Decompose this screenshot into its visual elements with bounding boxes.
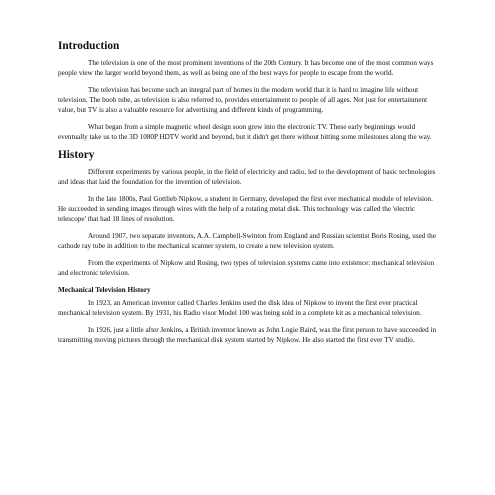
paragraph: In 1923, an American inventor called Charles Jenkins used the disk idea of Nipkow to invent the first ever practical mechanical television system. By 1931, his Radio visor Model 100 was being sold in a complete kit as a mechanical television. [58,299,422,317]
paragraph: In the late 1800s, Paul Gottlieb Nipkow, a student in Germany, developed the first ever mechanical module of television. He succeeded in sending images through wires with the help of a rotating metal disk. This technology was called the 'electric telescope' that had 18 lines of resolution. [58,195,433,223]
subsection-heading-mechanical-television-history: Mechanical Television History [58,286,151,294]
paragraph: The television has become such an integral part of homes in the modern world that it is hard to imagine life without television. The boob tube, as television is also referred to, provides entertainment to people of all ages. Not just for entertainment value, but TV is also a valuable resource for advertising and different kinds of programming. [58,86,428,114]
paragraph: What began from a simple magnetic wheel design soon grew into the electronic TV. These early beginnings would eventually take us to the 3D 1080P HDTV world and beyond, but it didn't get there without hitting some milestones along the way. [58,123,432,141]
paragraph: Different experiments by various people, in the field of electricity and radio, led to the development of basic technologies and ideas that laid the foundation for the invention of television. [58,168,436,186]
paragraph: The television is one of the most prominent inventions of the 20th Century. It has become one of the most common ways people view the larger world beyond them, as well as being one of the best ways for people to escape from the world. [58,59,434,77]
paragraph: From the experiments of Nipkow and Rosing, two types of television systems came into existence: mechanical television and electronic television. [58,259,435,277]
section-heading-introduction: Introduction [58,40,120,52]
section-heading-history: History [58,149,95,161]
paragraph: Around 1907, two separate inventors, A.A. Campbell-Swinton from England and Russian scientist Boris Rosing, used the cathode ray tube in addition to the mechanical scanner system, to create a new television system. [58,232,436,250]
document-body [58,40,442,352]
paragraph: In 1926, just a little after Jenkins, a British inventor known as John Logie Baird, was the first person to have succeeded in transmitting moving pictures through the mechanical disk system started by Nipkow. He also started the first ever TV studio. [58,326,437,344]
